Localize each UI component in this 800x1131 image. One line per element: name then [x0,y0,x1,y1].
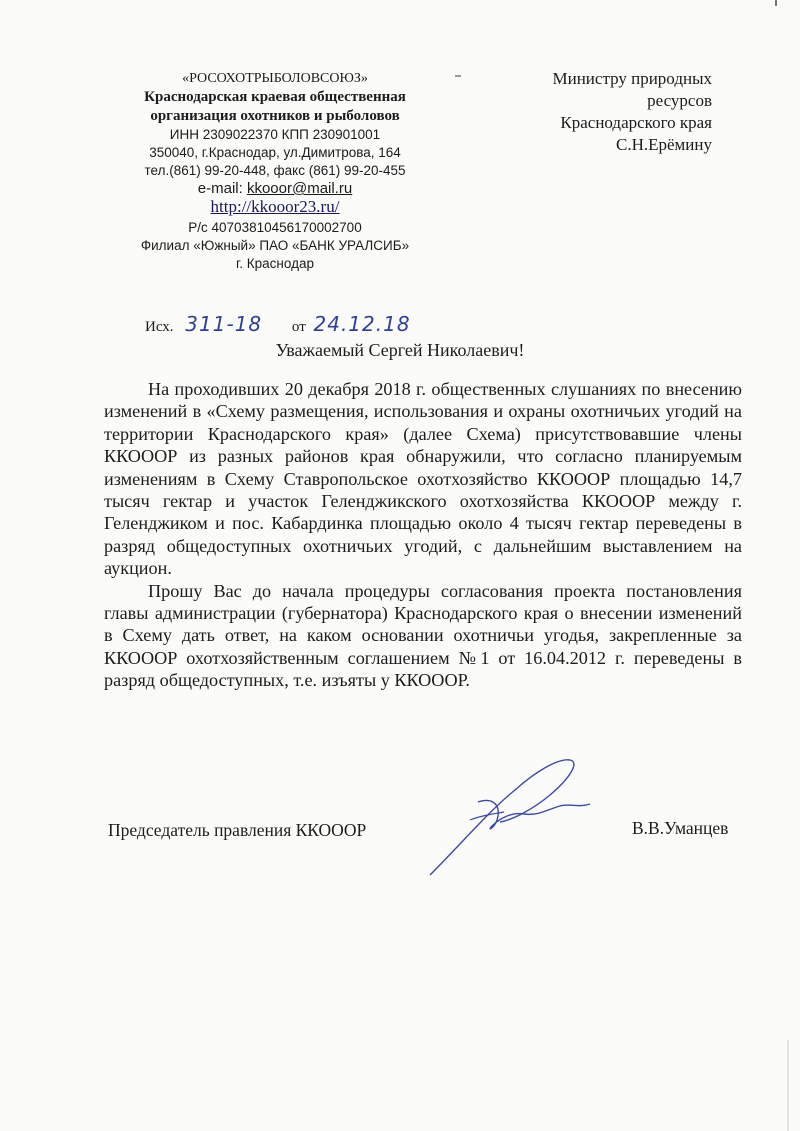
body-paragraph-1: На проходивших 20 декабря 2018 г. общественных слушаниях по внесению изменений в «Схему размещения, использования и охраны охотничьих угодий на территории Краснодарского края» (далее Схема) присутствовавшие члены ККОООР из разных районов края обнаружили, что согласно планируемым изменениям в Схему Ставропольское охотхозяйство ККОООР площадью 14,7 тысяч гектар и участок Геленджикского охотхозяйства ККОООР между г. Геленджиком и пос. Кабардинка площадью около 4 тысяч гектар переведены в разряд общедоступных охотничьих угодий, с дальнейшим выставлением на аукцион. [104,379,742,579]
org-address: 350040, г.Краснодар, ул.Димитрова, 164 [149,145,401,160]
recipient-block [520,68,712,156]
body-paragraph-2: Прошу Вас до начала процедуры согласования проекта постановления главы администрации (губернатора) Краснодарского края о внесении изменений в Схему дать ответ, на каком основании охотничьи угодья, закрепленные за ККОООР охотхозяйственным соглашением №1 от 16.04.2012 г. переведены в разряд общедоступных, т.е. изъяты у ККОООР. [104,580,742,691]
bank-account: Р/с 40703810456170002700 [188,220,362,235]
bank-branch: Филиал «Южный» ПАО «БАНК УРАЛСИБ» [140,238,410,253]
email-label: e-mail: [197,180,243,197]
reference-line [145,312,411,336]
org-city: г. Краснодар [236,256,314,271]
greeting: Уважаемый Сергей Николаевич! [275,340,525,360]
org-name-line1: Краснодарская краевая общественная [144,89,406,105]
website-link[interactable]: http://kkooor23.ru/ [210,197,340,216]
recipient-line2: ресурсов [647,91,712,110]
outgoing-date: 24.12.18 [313,312,411,336]
handwritten-signature [420,750,620,880]
org-phones: тел.(861) 99-20-448, факс (861) 99-20-455 [144,163,406,178]
outgoing-number: 311-18 [185,312,263,336]
union-name: «РОСОХОТРЫБОЛОВСОЮЗ» [182,71,368,86]
signatory-name: В.В.Уманцев [632,818,729,838]
email-link[interactable]: kkooor@mail.ru [246,180,353,197]
outgoing-label: Исх. [145,319,174,335]
recipient-line1: Министру природных [552,69,712,88]
org-name-line2: организация охотников и рыболовов [150,108,400,124]
org-email-line [120,180,430,198]
recipient-line3: Краснодарского края [560,113,712,132]
signatory-title: Председатель правления ККОООР [108,820,367,840]
date-label: от [291,319,306,335]
letter-body [104,378,742,692]
inn-kpp: ИНН 2309022370 КПП 230901001 [169,127,381,142]
recipient-line4: С.Н.Ерёмину [616,135,712,154]
organization-header [120,70,430,273]
